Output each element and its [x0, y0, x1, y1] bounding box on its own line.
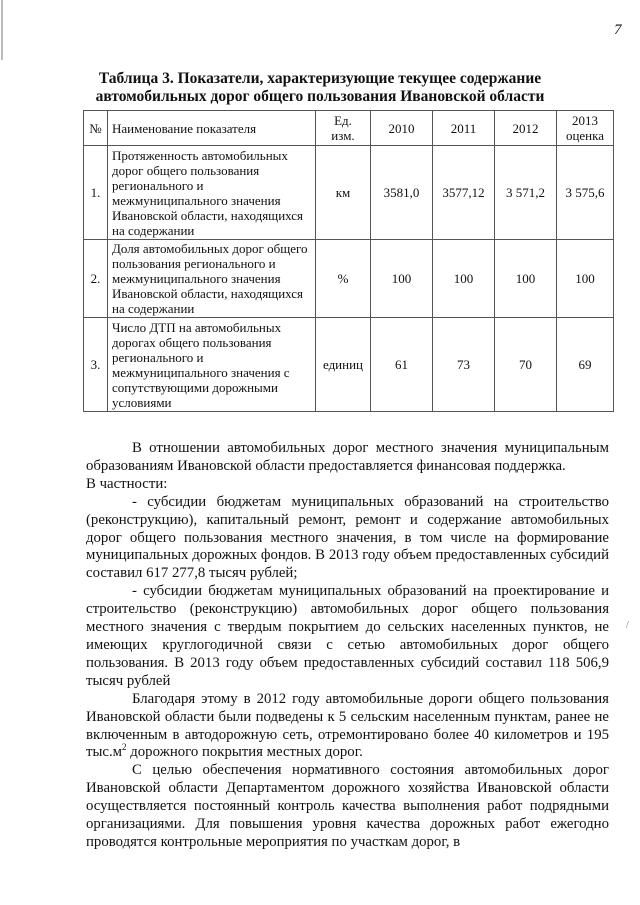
row-name: Число ДТП на автомобильных дорогах общего пользования регионального и межмуниципального значения с сопутствующими дорожными условиями: [108, 318, 316, 412]
row-name: Доля автомобильных дорог общего пользования регионального и межмуниципального значения Ивановской области, находящихся на содержании: [108, 240, 316, 318]
paragraph-subsidy-1: - субсидии бюджетам муниципальных образований на строительство (реконструкцию), капитальный ремонт, ремонт и содержание автомобильных дорог общего пользования местного значения, в том числе на формирование муниципальных дорожных фондов. В 2013 году объем предоставленных субсидий составил 617 277,8 тысяч рублей;: [86, 493, 609, 582]
body-text: [86, 440, 609, 852]
table-title-line-2: автомобильных дорог общего пользования Ивановской области: [95, 88, 545, 105]
table-title-line-1: Таблица 3. Показатели, характеризующие текущее содержание: [98, 70, 542, 87]
table-title: [0, 70, 640, 106]
row-2010: 3581,0: [371, 146, 433, 240]
table-row: [84, 318, 614, 412]
header-unit-line-2: изм.: [331, 128, 355, 143]
indicators-table: [83, 110, 614, 412]
page-number: 7: [614, 22, 622, 38]
paragraph-intro: В отношении автомобильных дорог местного значения муниципальным образованиям Ивановской области предоставляется финансовая поддержка.: [86, 440, 609, 474]
header-unit: [316, 111, 371, 146]
row-name: Протяженность автомобильных дорог общего пользования регионального и межмуниципального значения Ивановской области, находящихся на содержании: [108, 146, 316, 240]
row-2011: 3577,12: [433, 146, 495, 240]
row-2012: 70: [495, 318, 557, 412]
superscript: 2: [122, 742, 127, 753]
row-2011: 73: [433, 318, 495, 412]
row-unit: единиц: [316, 318, 371, 412]
header-2011: 2011: [433, 111, 495, 146]
table-header-row: [84, 111, 614, 146]
row-2010: 61: [371, 318, 433, 412]
row-2010: 100: [371, 240, 433, 318]
header-unit-line-1: Ед.: [334, 113, 352, 128]
row-unit: км: [316, 146, 371, 240]
row-num: 1.: [84, 146, 108, 240]
row-2013: 100: [557, 240, 614, 318]
header-2013: [557, 111, 614, 146]
paragraph-result-end: дорожного покрытия местных дорог.: [126, 744, 363, 761]
paragraph-result: [86, 691, 609, 763]
header-num: №: [84, 111, 108, 146]
header-2012: 2012: [495, 111, 557, 146]
header-2013-line-2: оценка: [565, 128, 605, 143]
scan-edge: [1, 0, 3, 60]
paragraph-control: С целью обеспечения нормативного состояния автомобильных дорог Ивановской области Департаментом дорожного хозяйства Ивановской области осуществляется постоянный контроль качества выполнения работ подрядными организациями. Для повышения уровня качества дорожных работ ежегодно проводятся контрольные мероприятия по участкам дорог, в: [86, 762, 609, 850]
paragraph-subsidy-2: - субсидии бюджетам муниципальных образований на проектирование и строительство (реконструкцию) автомобильных дорог общего пользования местного значения с твердым покрытием до сельских населенных пунктов, не имеющих круглогодичной связи с сетью автомобильных дорог общего пользования. В 2013 году объем предоставленных субсидий составил 118 506,9 тысяч рублей: [86, 583, 609, 689]
scan-mark: /: [626, 620, 629, 631]
row-2013: 3 575,6: [557, 146, 614, 240]
row-2012: 3 571,2: [495, 146, 557, 240]
row-2011: 100: [433, 240, 495, 318]
table-row: [84, 146, 614, 240]
table-row: [84, 240, 614, 318]
paragraph-intro-cont: В частности:: [86, 475, 168, 492]
header-name: Наименование показателя: [108, 111, 316, 146]
row-2013: 69: [557, 318, 614, 412]
header-2013-line-1: 2013: [572, 113, 598, 128]
row-num: 3.: [84, 318, 108, 412]
paragraph-result-text: Благодаря этому в 2012 году автомобильные дороги общего пользования Ивановской области были подведены к 5 сельским населенным пунктам, ранее не включенным в автодорожную сеть, отремонтировано более 40 километров и 195 тыс.м: [86, 690, 609, 761]
row-2012: 100: [495, 240, 557, 318]
row-num: 2.: [84, 240, 108, 318]
row-unit: %: [316, 240, 371, 318]
header-2010: 2010: [371, 111, 433, 146]
